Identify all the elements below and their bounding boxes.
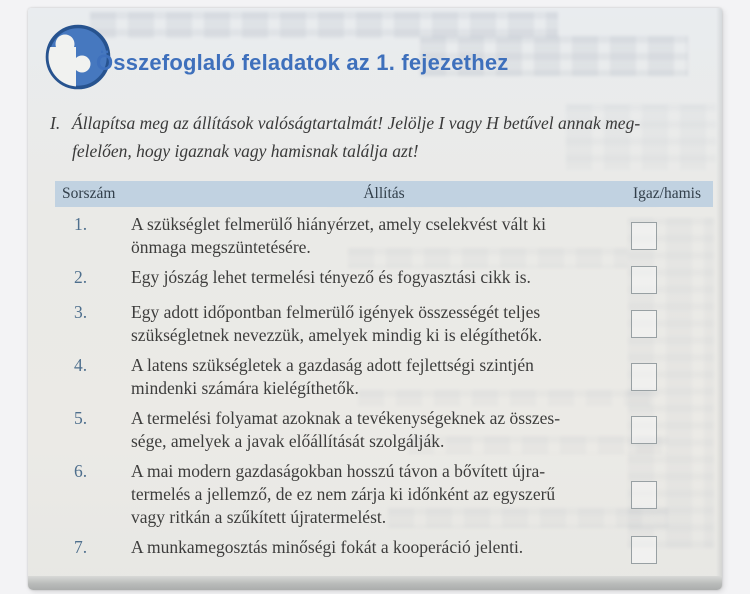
answer-cell	[631, 354, 713, 400]
row-number: 7.	[74, 537, 88, 557]
page-bottom-edge	[28, 576, 722, 590]
answer-checkbox[interactable]	[631, 310, 657, 338]
answer-checkbox[interactable]	[631, 363, 657, 391]
table-body	[55, 213, 713, 564]
statement-line: önmaga megszüntetésére.	[131, 237, 311, 257]
chapter-header	[28, 8, 722, 104]
instruction-text	[50, 109, 714, 165]
statement-text	[131, 301, 631, 347]
summary-table	[55, 181, 713, 571]
answer-checkbox[interactable]	[631, 416, 657, 444]
statement-line: mindenki számára kielégíthetők.	[131, 378, 359, 398]
column-header-igaz-hamis: Igaz/hamis	[632, 185, 701, 202]
statement-text	[131, 266, 631, 294]
statement-line: sége, amelyek a javak előállítását szolgálják.	[131, 431, 445, 451]
answer-cell	[631, 407, 713, 453]
instruction-line: Állapítsa meg az állítások valóságtartalmát! Jelölje I vagy H betűvel annak meg-	[72, 113, 641, 133]
statement-text	[131, 407, 631, 453]
instruction-numeral: I.	[50, 113, 61, 133]
scanned-book-page	[28, 8, 722, 590]
row-number: 5.	[74, 408, 88, 428]
statement-line: A mai modern gazdaságokban hosszú távon a bővített újra-	[131, 461, 546, 481]
statement-line: A latens szükségletek a gazdaság adott fejlettségi szintjén	[131, 355, 534, 375]
row-number: 4.	[74, 355, 88, 375]
answer-cell	[631, 213, 713, 259]
statement-text	[131, 354, 631, 400]
table-row	[55, 266, 713, 294]
answer-checkbox[interactable]	[631, 481, 657, 509]
statement-line: szükségletnek nevezzük, amelyek mindig ki is elégíthetők.	[131, 325, 543, 345]
statement-text	[131, 460, 631, 529]
table-row	[55, 354, 713, 400]
statement-line: A termelési folyamat azoknak a tevékenységeknek az összes-	[131, 408, 561, 428]
column-header-sorszam: Sorszám	[62, 185, 116, 202]
page-edge-shadow	[716, 8, 722, 590]
row-number: 6.	[74, 461, 88, 481]
table-row	[55, 407, 713, 453]
page-title: Összefoglaló feladatok az 1. fejezethez	[96, 50, 509, 75]
table-row	[55, 301, 713, 347]
statement-line: Egy adott időpontban felmerülő igények összességét teljes	[131, 302, 541, 322]
statement-line: A szükséglet felmerülő hiányérzet, amely cselekvést vált ki	[131, 214, 546, 234]
table-row	[55, 460, 713, 529]
answer-cell	[631, 301, 713, 347]
answer-cell	[631, 460, 713, 529]
answer-checkbox[interactable]	[631, 536, 657, 564]
table-row	[55, 536, 713, 564]
answer-checkbox[interactable]	[631, 222, 657, 250]
statement-line: termelés a jellemző, de ez nem zárja ki időnként az egyszerű	[131, 484, 556, 504]
table-header-row	[55, 181, 713, 207]
table-row	[55, 213, 713, 259]
answer-checkbox[interactable]	[631, 266, 657, 294]
row-number: 3.	[74, 302, 88, 322]
statement-text	[131, 213, 631, 259]
statement-line: A munkamegosztás minőségi fokát a kooperáció jelenti.	[131, 537, 524, 557]
answer-cell	[631, 266, 713, 294]
statement-line: vagy ritkán a szűkített újratermelést.	[131, 507, 387, 527]
answer-cell	[631, 536, 713, 564]
column-header-allitas: Állítás	[363, 185, 405, 202]
row-number: 1.	[74, 214, 88, 234]
statement-line: Egy jószág lehet termelési tényező és fogyasztási cikk is.	[131, 267, 531, 287]
statement-text	[131, 536, 631, 564]
row-number: 2.	[74, 267, 88, 287]
instruction-line: felelően, hogy igaznak vagy hamisnak találja azt!	[72, 141, 419, 161]
